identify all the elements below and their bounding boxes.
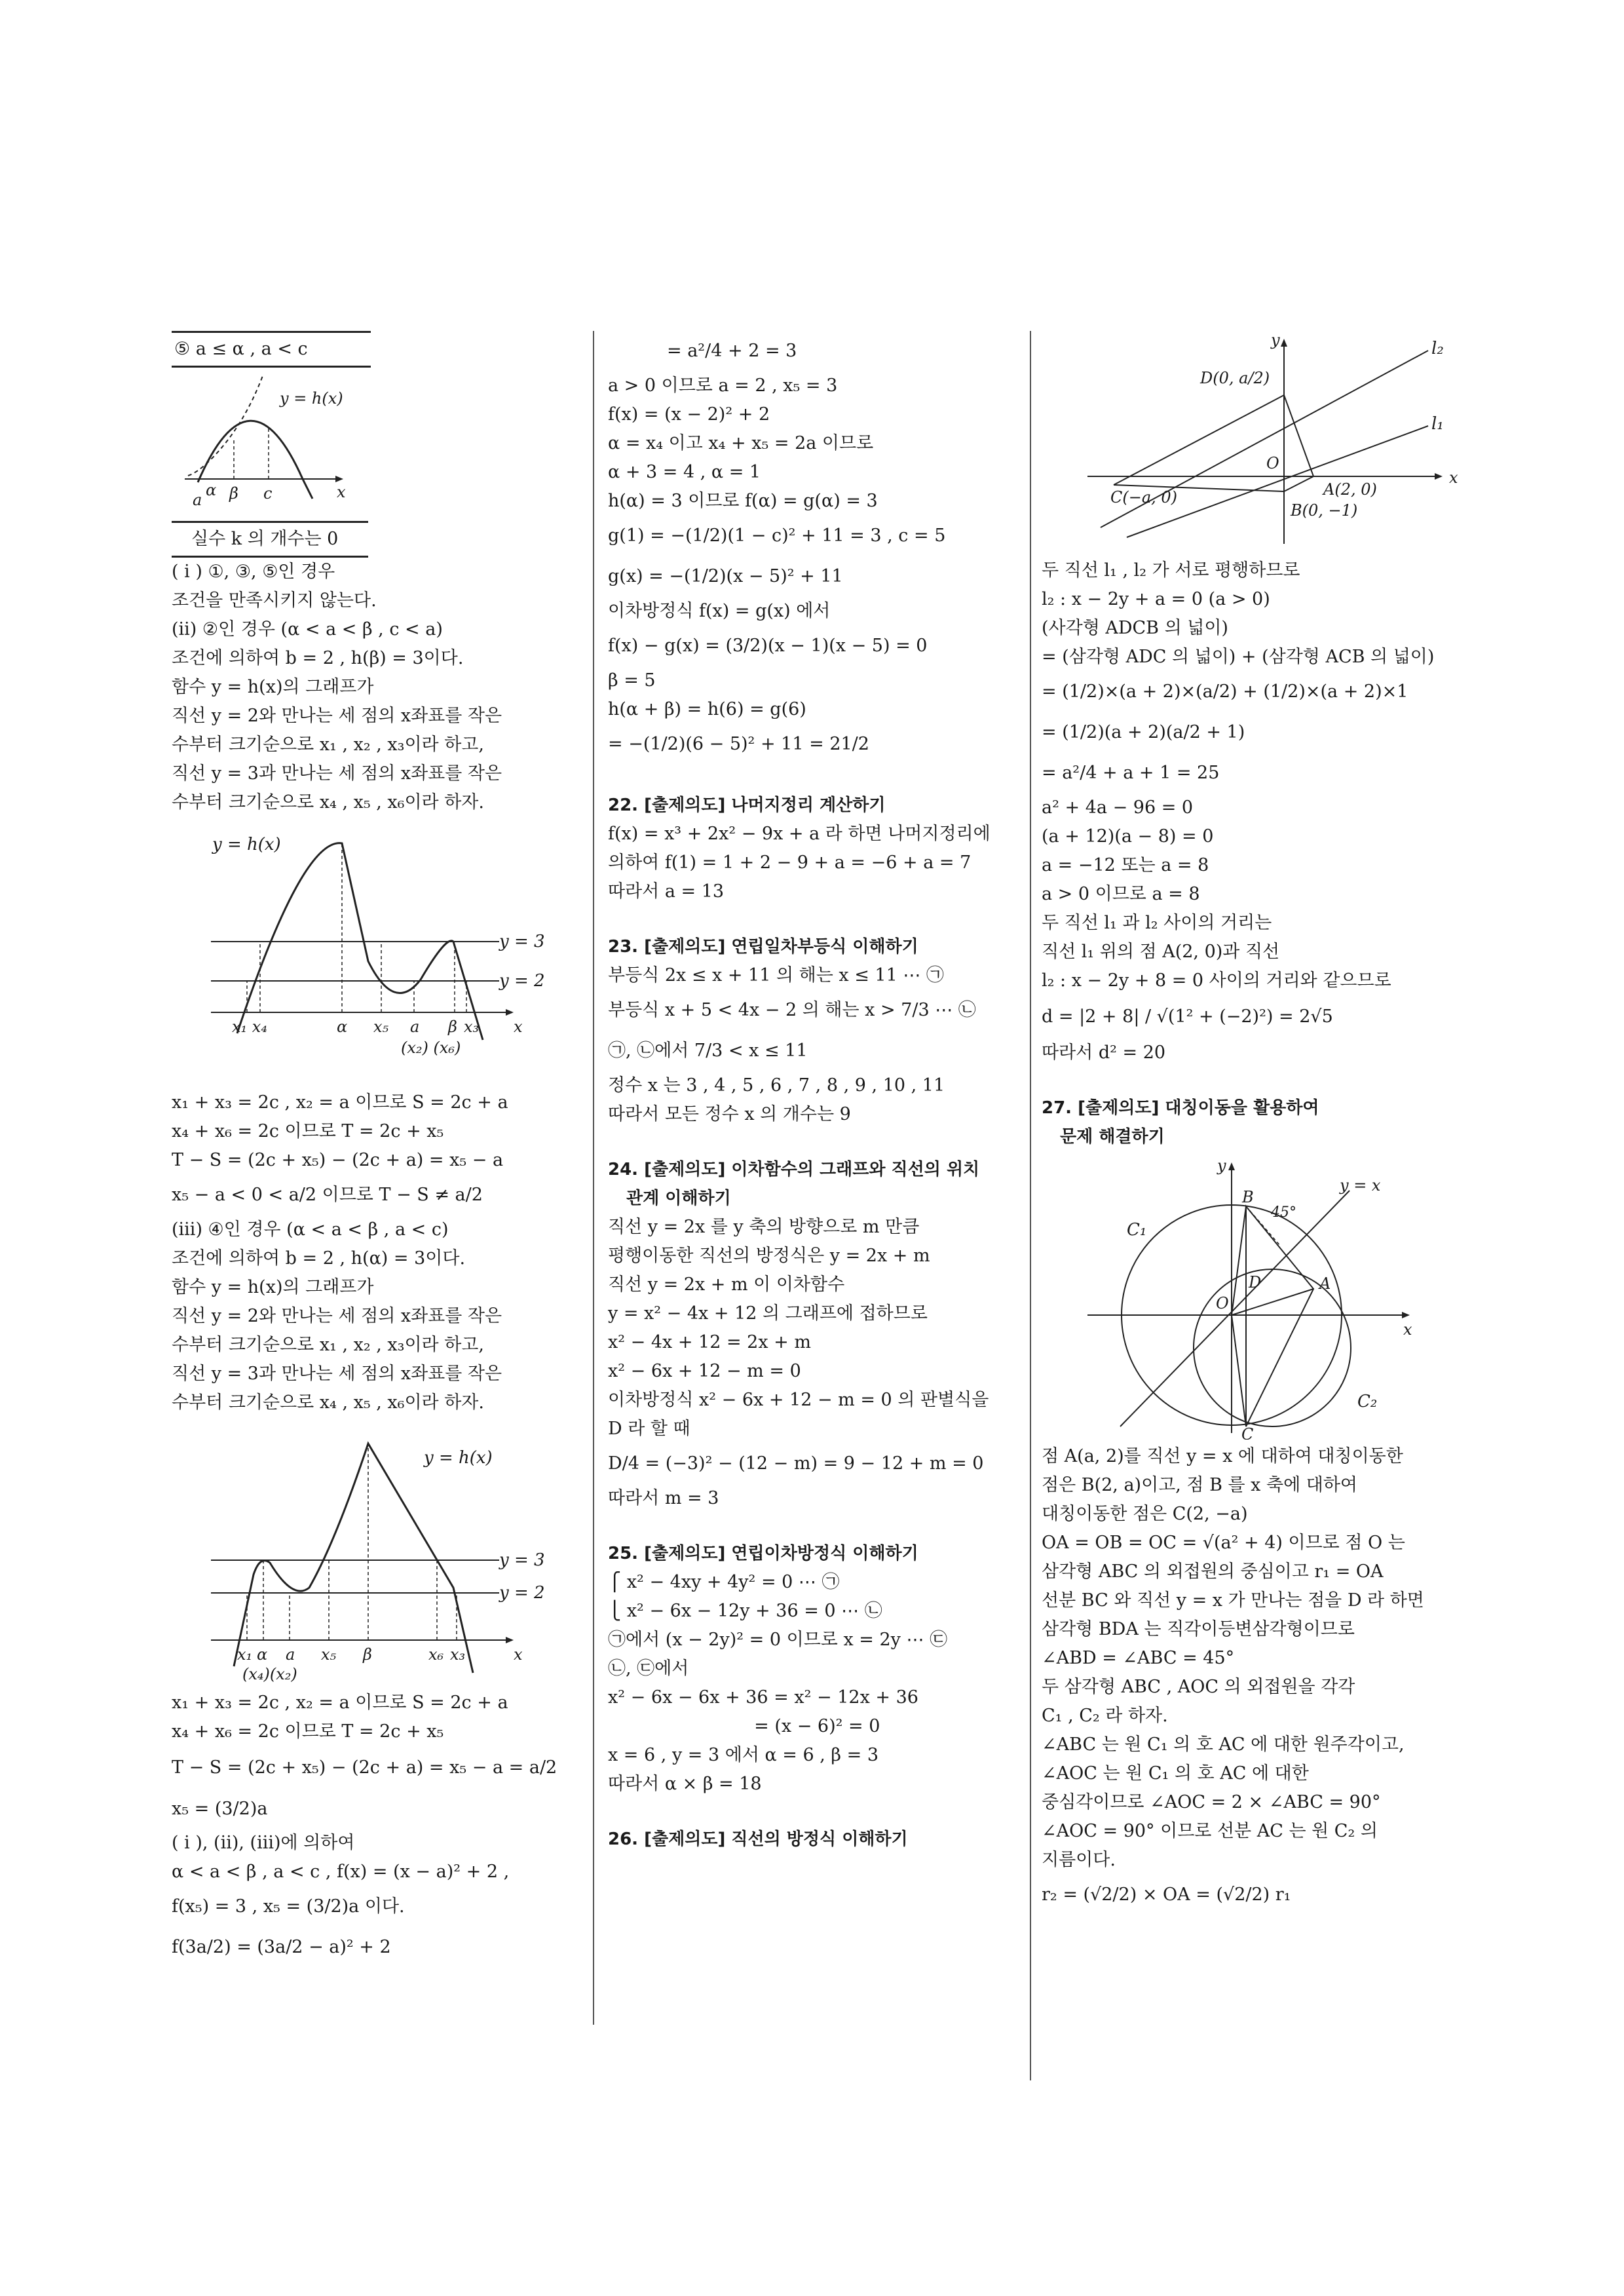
text-line: 삼각형 BDA 는 직각이등변삼각형이므로 <box>1042 1619 1355 1639</box>
text-line: ㉠, ㉡에서 7/3 < x ≤ 11 <box>608 1041 808 1061</box>
graph3-tick-x3: x₃ <box>450 1645 466 1664</box>
graph3-tick-x: x <box>514 1645 523 1664</box>
fig1-y-label: y <box>1271 331 1280 349</box>
q23-heading: 23. [출제의도] 연립일차부등식 이해하기 <box>608 937 918 957</box>
fig2-x-label: x <box>1403 1320 1412 1339</box>
text-line: 정수 x 는 3 , 4 , 5 , 6 , 7 , 8 , 9 , 10 , 11 <box>608 1075 945 1096</box>
figure-circles <box>1042 1151 1461 1440</box>
text-line: 선분 BC 와 직선 y = x 가 만나는 점을 D 라 하면 <box>1042 1590 1424 1611</box>
text-line: x₅ − a < 0 < a/2 이므로 T − S ≠ a/2 <box>172 1185 483 1205</box>
text-line: = a²/4 + a + 1 = 25 <box>1042 763 1220 783</box>
text-line: 조건에 의하여 b = 2 , h(α) = 3이다. <box>172 1248 466 1269</box>
graph2-sub-ticks: (x₂) (x₆) <box>401 1039 461 1057</box>
text-line: 함수 y = h(x)의 그래프가 <box>172 1277 374 1297</box>
text-line: 함수 y = h(x)의 그래프가 <box>172 677 374 697</box>
figure-parallel-lines <box>1048 331 1467 554</box>
text-line: 점은 B(2, a)이고, 점 B 를 x 축에 대하여 <box>1042 1475 1357 1495</box>
text-line: 직선 y = 2와 만나는 세 점의 x좌표를 작은 <box>172 1306 502 1326</box>
fig2-point-B: B <box>1242 1188 1254 1206</box>
text-line: = (삼각형 ADC 의 넓이) + (삼각형 ACB 의 넓이) <box>1042 647 1435 667</box>
text-line: l₂ : x − 2y + a = 0 (a > 0) <box>1042 589 1270 609</box>
text-line: (ii) ②인 경우 (α < a < β , c < a) <box>172 619 443 640</box>
column-divider-left <box>593 331 594 2025</box>
text-line: = (1/2)×(a + 2)×(a/2) + (1/2)×(a + 2)×1 <box>1042 681 1408 702</box>
text-line: = a²/4 + 2 = 3 <box>667 341 797 361</box>
text-line: α = x₄ 이고 x₄ + x₅ = 2a 이므로 <box>608 433 874 453</box>
q25-heading: 25. [출제의도] 연립이차방정식 이해하기 <box>608 1544 918 1563</box>
text-line: 이차방정식 f(x) = g(x) 에서 <box>608 601 831 621</box>
graph1-tick-c: c <box>263 484 273 503</box>
text-line: 직선 y = 2x + m 이 이차함수 <box>608 1274 845 1295</box>
text-line: T − S = (2c + x₅) − (2c + a) = x₅ − a = a/2 <box>172 1757 557 1778</box>
text-line: 부등식 x + 5 < 4x − 2 의 해는 x > 7/3 ⋯ ㉡ <box>608 1000 976 1020</box>
col1-text-c <box>172 1689 557 1968</box>
text-line: r₂ = (√2/2) × OA = (√2/2) r₁ <box>1042 1885 1291 1905</box>
text-line: 지름이다. <box>1042 1850 1116 1870</box>
text-line: 조건을 만족시키지 않는다. <box>172 590 377 611</box>
q27-heading: 27. [출제의도] 대칭이동을 활용하여 <box>1042 1098 1319 1118</box>
text-line: x₁ + x₃ = 2c , x₂ = a 이므로 S = 2c + a <box>172 1693 508 1713</box>
text-line: f(x) = x³ + 2x² − 9x + a 라 하면 나머지정리에 <box>608 824 991 844</box>
graph3-sub-ticks: (x₄)(x₂) <box>242 1665 297 1683</box>
text-line: x² − 6x − 6x + 36 = x² − 12x + 36 <box>608 1687 918 1708</box>
graph2-func-label: y = h(x) <box>212 835 281 854</box>
graph2-tick-x: x <box>514 1018 523 1036</box>
text-line: x₅ = (3/2)a <box>172 1799 268 1819</box>
col1-text-a <box>172 558 538 817</box>
text-line: l₂ : x − 2y + 8 = 0 사이의 거리와 같으므로 <box>1042 970 1391 991</box>
fig2-point-C: C <box>1241 1425 1254 1440</box>
fig2-C1-label: C₁ <box>1127 1220 1147 1240</box>
graph2-tick-beta: β <box>448 1018 457 1036</box>
text-line: g(1) = −(1/2)(1 − c)² + 11 = 3 , c = 5 <box>608 526 946 546</box>
graph2-tick-a: a <box>410 1018 420 1036</box>
text-line: 점 A(a, 2)를 직선 y = x 에 대하여 대칭이동한 <box>1042 1446 1403 1466</box>
text-line: 직선 y = 3과 만나는 세 점의 x좌표를 작은 <box>172 1364 502 1384</box>
text-line: 수부터 크기순으로 x₁ , x₂ , x₃이라 하고, <box>172 1335 484 1355</box>
text-line: x₁ + x₃ = 2c , x₂ = a 이므로 S = 2c + a <box>172 1092 508 1113</box>
q24-heading: 24. [출제의도] 이차함수의 그래프와 직선의 위치 <box>608 1160 980 1179</box>
fig1-point-O: O <box>1266 454 1279 472</box>
count-label: 실수 k 의 개수는 0 <box>172 521 368 558</box>
text-line: α + 3 = 4 , α = 1 <box>608 462 761 482</box>
fig2-point-A: A <box>1319 1274 1331 1293</box>
text-line: 중심각이므로 ∠AOC = 2 × ∠ABC = 90° <box>1042 1792 1381 1812</box>
text-line: 수부터 크기순으로 x₄ , x₅ , x₆이라 하자. <box>172 1392 484 1413</box>
text-line: = −(1/2)(6 − 5)² + 11 = 21/2 <box>608 734 869 754</box>
text-line: 평행이동한 직선의 방정식은 y = 2x + m <box>608 1246 930 1266</box>
fig2-point-O: O <box>1216 1294 1229 1312</box>
graph3-tick-x6: x₆ <box>428 1645 444 1664</box>
text-line: 직선 y = 3과 만나는 세 점의 x좌표를 작은 <box>172 763 502 784</box>
q22-heading: 22. [출제의도] 나머지정리 계산하기 <box>608 795 886 815</box>
graph-case5 <box>172 368 381 518</box>
text-line: 직선 y = 2와 만나는 세 점의 x좌표를 작은 <box>172 706 502 726</box>
graph3-tick-beta: β <box>363 1645 372 1664</box>
graph-case2 <box>172 824 552 1086</box>
text-line: (a + 12)(a − 8) = 0 <box>1042 826 1214 847</box>
text-line: 이차방정식 x² − 6x + 12 − m = 0 의 판별식을 <box>608 1390 989 1410</box>
text-line: = (x − 6)² = 0 <box>608 1716 880 1736</box>
graph2-tick-x1x4: x₁ x₄ <box>232 1018 267 1036</box>
text-line: a > 0 이므로 a = 2 , x₅ = 3 <box>608 375 838 396</box>
fig1-l2-label: l₂ <box>1431 339 1444 358</box>
text-line: OA = OB = OC = √(a² + 4) 이므로 점 O 는 <box>1042 1533 1405 1553</box>
text-line: 직선 y = 2x 를 y 축의 방향으로 m 만큼 <box>608 1217 920 1237</box>
graph1-tick-a: a <box>193 491 202 509</box>
text-line: x₄ + x₆ = 2c 이므로 T = 2c + x₅ <box>172 1721 444 1742</box>
text-line: a² + 4a − 96 = 0 <box>1042 797 1194 818</box>
col2-text-a <box>608 331 1040 765</box>
fig2-point-D: D <box>1249 1273 1262 1292</box>
text-line: x² − 6x + 12 − m = 0 <box>608 1361 801 1381</box>
column-1 <box>172 331 557 1968</box>
graph1-tick-alpha: α <box>206 481 217 499</box>
graph2-tick-x3: x₃ <box>464 1018 480 1036</box>
text-line: 수부터 크기순으로 x₄ , x₅ , x₆이라 하자. <box>172 792 484 813</box>
graph2-tick-alpha: α <box>337 1018 348 1036</box>
graph-case4 <box>172 1424 552 1686</box>
text-line: 직선 l₁ 위의 점 A(2, 0)과 직선 <box>1042 942 1280 962</box>
graph3-y2-label: y = 2 <box>499 1583 545 1603</box>
text-line: 따라서 a = 13 <box>608 881 725 902</box>
q24-heading-cont: 관계 이해하기 <box>626 1189 731 1208</box>
text-line: 조건에 의하여 b = 2 , h(β) = 3이다. <box>172 648 464 668</box>
text-line: 따라서 모든 정수 x 의 개수는 9 <box>608 1104 851 1124</box>
text-line: C₁ , C₂ 라 하자. <box>1042 1706 1168 1726</box>
fig1-x-label: x <box>1449 469 1458 487</box>
text-line: f(x) = (x − 2)² + 2 <box>608 404 770 425</box>
text-line: 두 직선 l₁ , l₂ 가 서로 평행하므로 <box>1042 560 1300 581</box>
column-2 <box>608 331 1040 1854</box>
text-line: f(x₅) = 3 , x₅ = (3/2)a 이다. <box>172 1896 405 1917</box>
text-line: x² − 4x + 12 = 2x + m <box>608 1332 811 1352</box>
text-line: 따라서 α × β = 18 <box>608 1774 762 1794</box>
text-line: 의하여 f(1) = 1 + 2 − 9 + a = −6 + a = 7 <box>608 852 972 873</box>
text-line: ㉡, ㉢에서 <box>608 1658 689 1679</box>
text-line: h(α + β) = h(6) = g(6) <box>608 699 806 719</box>
text-line: h(α) = 3 이므로 f(α) = g(α) = 3 <box>608 491 878 511</box>
graph3-tick-x5: x₅ <box>321 1645 337 1664</box>
text-line: d = |2 + 8| / √(1² + (−2)²) = 2√5 <box>1042 1006 1333 1027</box>
col1-text-b <box>172 1088 538 1417</box>
text-line: x = 6 , y = 3 에서 α = 6 , β = 3 <box>608 1745 879 1765</box>
text-line: D/4 = (−3)² − (12 − m) = 9 − 12 + m = 0 <box>608 1453 984 1474</box>
text-line: 두 삼각형 ABC , AOC 의 외접원을 각각 <box>1042 1677 1355 1697</box>
text-line: a = −12 또는 a = 8 <box>1042 855 1209 875</box>
graph2-y3-label: y = 3 <box>499 932 545 951</box>
text-line: ⎩ x² − 6x − 12y + 36 = 0 ⋯ ㉡ <box>608 1601 882 1621</box>
fig1-point-D: D(0, a/2) <box>1200 369 1270 387</box>
text-line: x₄ + x₆ = 2c 이므로 T = 2c + x₅ <box>172 1121 444 1141</box>
graph3-tick-x1: x₁ <box>237 1645 253 1664</box>
col3-text-a <box>1042 556 1474 1067</box>
fig2-y-label: y <box>1217 1157 1226 1175</box>
q27-heading-cont: 문제 해결하기 <box>1060 1127 1165 1147</box>
text-line: a > 0 이므로 a = 8 <box>1042 884 1200 904</box>
text-line: T − S = (2c + x₅) − (2c + a) = x₅ − a <box>172 1150 504 1170</box>
text-line: β = 5 <box>608 670 656 691</box>
col3-text-b <box>1042 1442 1474 1915</box>
text-line: ㉠에서 (x − 2y)² = 0 이므로 x = 2y ⋯ ㉢ <box>608 1630 948 1650</box>
text-line: 따라서 m = 3 <box>608 1488 719 1508</box>
column-3 <box>1042 331 1474 1915</box>
fig2-angle-45: 45° <box>1271 1204 1296 1221</box>
text-line: f(x) − g(x) = (3/2)(x − 1)(x − 5) = 0 <box>608 636 928 656</box>
text-line: 삼각형 ABC 의 외접원의 중심이고 r₁ = OA <box>1042 1561 1384 1582</box>
text-line: g(x) = −(1/2)(x − 5)² + 11 <box>608 566 843 586</box>
text-line: ⎧ x² − 4xy + 4y² = 0 ⋯ ㉠ <box>608 1572 840 1592</box>
graph2-tick-x5: x₅ <box>373 1018 389 1036</box>
text-line: ∠AOC 는 원 C₁ 의 호 AC 에 대한 <box>1042 1763 1309 1784</box>
text-line: 두 직선 l₁ 과 l₂ 사이의 거리는 <box>1042 913 1272 933</box>
fig2-yx-label: y = x <box>1340 1176 1381 1195</box>
graph1-func-label: y = h(x) <box>280 389 343 408</box>
graph2-y2-label: y = 2 <box>499 971 545 991</box>
text-line: = (1/2)(a + 2)(a/2 + 1) <box>1042 722 1245 742</box>
fig1-point-C: C(−a, 0) <box>1110 488 1178 507</box>
text-line: 수부터 크기순으로 x₁ , x₂ , x₃이라 하고, <box>172 735 484 755</box>
text-line: 부등식 2x ≤ x + 11 의 해는 x ≤ 11 ⋯ ㉠ <box>608 965 944 985</box>
text-line: D 라 할 때 <box>608 1419 690 1439</box>
graph3-tick-alpha: α <box>257 1645 268 1664</box>
graph1-tick-x: x <box>337 483 346 501</box>
text-line: ( i ), (ii), (iii)에 의하여 <box>172 1833 355 1853</box>
graph1-tick-beta: β <box>229 484 238 503</box>
text-line: (iii) ④인 경우 (α < a < β , a < c) <box>172 1219 449 1240</box>
fig1-point-A: A(2, 0) <box>1323 480 1377 499</box>
fig1-l1-label: l₁ <box>1431 414 1444 434</box>
q26-heading: 26. [출제의도] 직선의 방정식 이해하기 <box>608 1829 908 1849</box>
graph3-func-label: y = h(x) <box>424 1448 493 1468</box>
graph3-y3-label: y = 3 <box>499 1550 545 1570</box>
text-line: ∠ABC 는 원 C₁ 의 호 AC 에 대한 원주각이고, <box>1042 1734 1405 1755</box>
graph3-tick-a: a <box>286 1645 295 1664</box>
text-line: ∠ABD = ∠ABC = 45° <box>1042 1648 1235 1668</box>
text-line: ( i ) ①, ③, ⑤인 경우 <box>172 562 335 582</box>
text-line: f(3a/2) = (3a/2 − a)² + 2 <box>172 1937 391 1957</box>
fig1-point-B: B(0, −1) <box>1291 501 1358 520</box>
text-line: ∠AOC = 90° 이므로 선분 AC 는 원 C₂ 의 <box>1042 1821 1378 1841</box>
fig2-C2-label: C₂ <box>1357 1392 1378 1411</box>
text-line: (사각형 ADCB 의 넓이) <box>1042 618 1228 638</box>
text-line: 대칭이동한 점은 C(2, −a) <box>1042 1504 1248 1524</box>
case5-label: ⑤ a ≤ α , a < c <box>172 331 371 368</box>
text-line: y = x² − 4x + 12 의 그래프에 접하므로 <box>608 1303 928 1324</box>
text-line: α < a < β , a < c , f(x) = (x − a)² + 2 , <box>172 1862 510 1882</box>
text-line: 따라서 d² = 20 <box>1042 1043 1166 1063</box>
